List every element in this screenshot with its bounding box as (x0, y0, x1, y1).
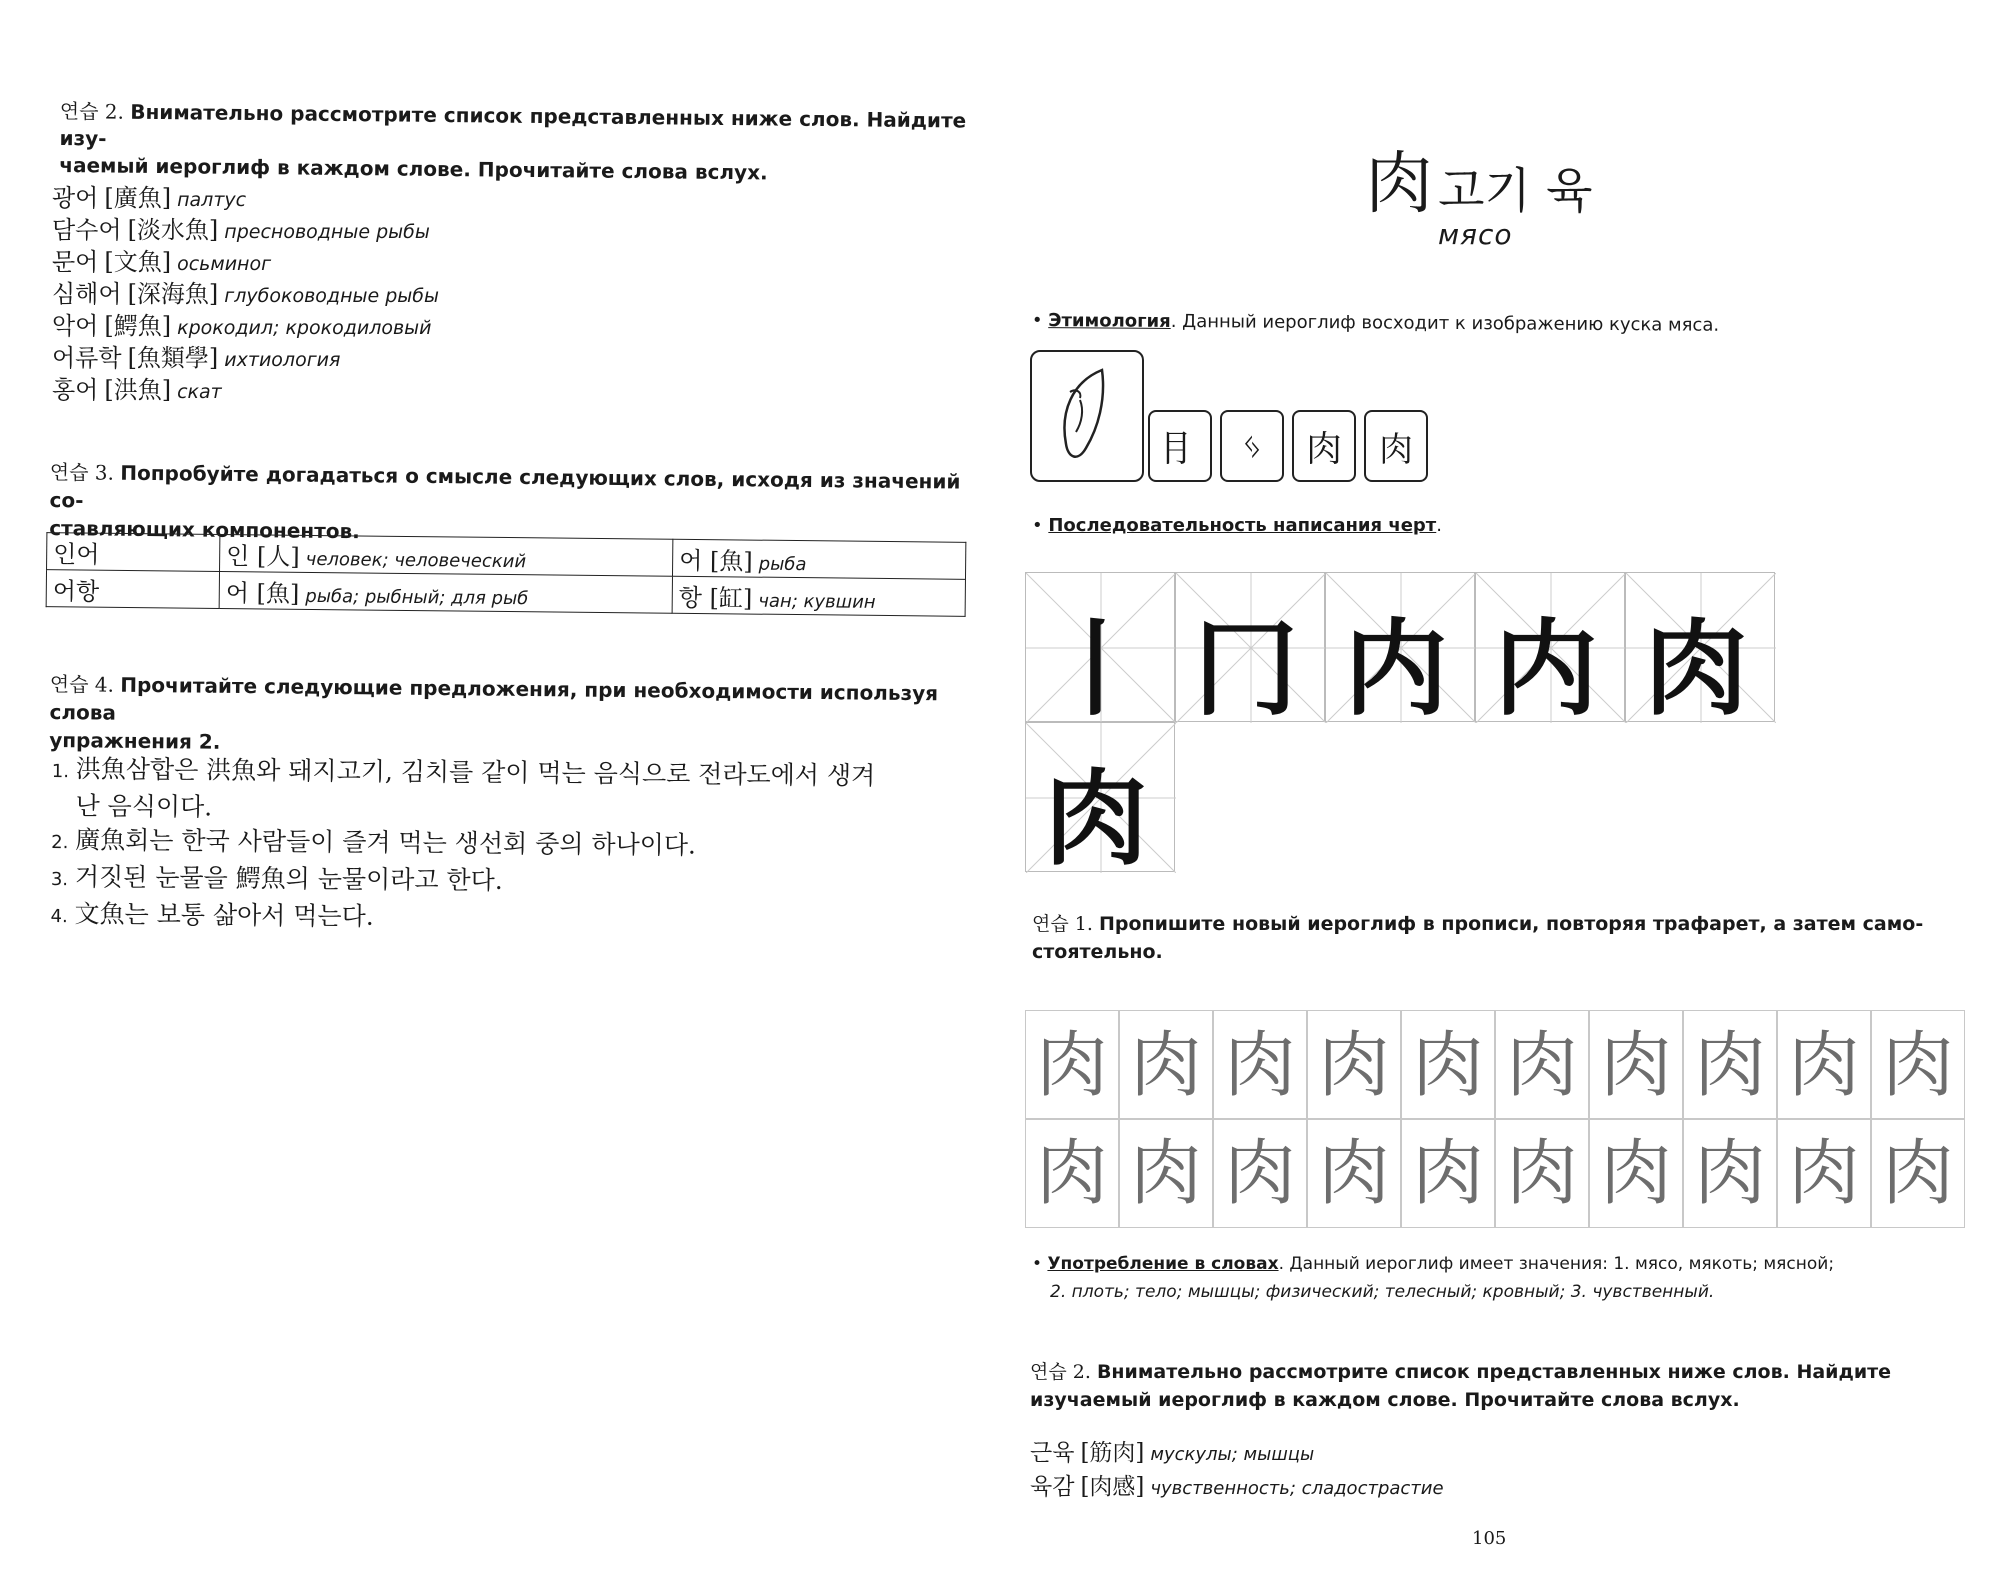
practice-cell (1119, 1118, 1213, 1228)
word-hanja: [廣魚] (104, 184, 172, 212)
exercise-2-heading (1030, 1358, 1990, 1414)
word-hanja: [鰐魚] (104, 312, 172, 340)
stroke-grid-cell (1025, 572, 1175, 730)
word-list (1030, 1434, 1444, 1502)
evolution-box (1148, 410, 1212, 482)
word-hanja: [筋肉] (1080, 1440, 1145, 1466)
practice-glyph: 肉 (1506, 1023, 1579, 1107)
word-hanja: [魚類學] (127, 344, 219, 372)
exercise-4-heading (49, 670, 980, 764)
title-hanja: 肉 (1365, 145, 1434, 224)
sentence (50, 897, 970, 942)
evolution-box (1292, 410, 1356, 482)
practice-cell (1683, 1118, 1777, 1228)
stroke-order-lead: Последовательность написания черт (1048, 515, 1437, 536)
exercise-text: Попробуйте догадаться о смысле следующих слов, исходя из значений со- (49, 460, 961, 513)
word-translation: крокодил; крокодиловый (177, 317, 432, 339)
word-korean: 육감 (1030, 1474, 1075, 1500)
usage-text: . Данный иероглиф имеет значения: 1. мясо, мякоть; мясной; (1278, 1254, 1835, 1274)
practice-glyph: 肉 (1036, 1131, 1109, 1215)
practice-cell (1119, 1010, 1213, 1120)
component-hanja: 인 [人] (226, 541, 300, 571)
word-row (52, 210, 439, 242)
table-cell (672, 539, 965, 579)
exercise-text: Пропишите новый иероглиф в прописи, повторяя трафарет, а затем само- (1098, 913, 1924, 935)
stroke-grid-cell (1325, 572, 1475, 730)
title-meaning: мясо (1438, 218, 1513, 251)
etymology-text: . Данный иероглиф восходит к изображению куска мяса. (1170, 310, 1720, 336)
practice-glyph: 肉 (1882, 1131, 1955, 1215)
exercise-text-cont: упражнения 2. (49, 727, 221, 754)
word-row (1030, 1434, 1444, 1468)
stroke-step-glyph: 内 (1344, 607, 1449, 730)
exercise-text-cont: изучаемый иероглиф в каждом слове. Прочитайте слова вслух. (1030, 1389, 1740, 1411)
practice-cell (1871, 1118, 1965, 1228)
practice-cell (1401, 1010, 1495, 1120)
exercise-text-cont: стоятельно. (1032, 941, 1163, 963)
practice-glyph: 肉 (1882, 1023, 1955, 1107)
exercise-number: 연습 4. (49, 671, 115, 697)
component-hanja: 어 [魚] (225, 578, 300, 608)
exercise-text: Внимательно рассмотрите список представленных ниже слов. Найдите изу- (59, 99, 967, 151)
sentence-text: 난 음식이다. (75, 791, 213, 822)
exercise-1-heading (1032, 910, 1992, 966)
word-row (52, 370, 439, 402)
stroke-step-glyph: 肉 (1044, 757, 1149, 880)
practice-glyph: 肉 (1788, 1131, 1861, 1215)
sentence-text: 文魚는 보통 삶아서 먹는다. (74, 899, 374, 931)
word-korean: 근육 (1030, 1440, 1075, 1466)
etymology-lead: Этимология (1048, 310, 1171, 332)
usage-text-cont: 2. плоть; тело; мышцы; физический; телесный; кровный; 3. чувственный. (1050, 1282, 1715, 1302)
table-cell-word: 인어 (47, 533, 220, 572)
sentence-text: 廣魚회는 한국 사람들이 즐겨 먹는 생선회 중의 하나이다. (75, 825, 697, 860)
word-hanja: [深海魚] (127, 280, 219, 308)
right-page (1000, 0, 2000, 1583)
evolution-box (1364, 410, 1428, 482)
word-korean: 홍어 (52, 376, 99, 404)
word-hanja: [淡水魚] (127, 216, 219, 244)
practice-glyph: 肉 (1318, 1023, 1391, 1107)
evolution-box (1220, 410, 1284, 482)
evolution-glyph: ⺝ (1161, 428, 1198, 470)
practice-cell (1589, 1118, 1683, 1228)
sentence-number: 4. (50, 905, 68, 928)
practice-cell (1213, 1118, 1307, 1228)
word-korean: 문어 (52, 248, 99, 276)
practice-cell (1589, 1010, 1683, 1120)
stroke-grid-cell (1475, 572, 1625, 730)
word-translation: ихтиология (224, 349, 341, 371)
sentence-number: 1. (51, 760, 70, 783)
word-korean: 심해어 (52, 280, 122, 308)
word-translation: скат (177, 381, 222, 403)
practice-cell (1495, 1118, 1589, 1228)
word-korean: 어류학 (52, 344, 122, 372)
practice-cell (1025, 1118, 1119, 1228)
etymology-line: • Этимология. Данный иероглиф восходит к изображению куска мяса. (1031, 310, 1720, 336)
table-cell-word: 어항 (46, 570, 219, 609)
stroke-order-tail: . (1436, 515, 1442, 536)
exercise-text-cont: ставляющих компонентов. (49, 515, 360, 544)
word-korean: 악어 (52, 312, 99, 340)
evolution-glyph: 肉 (1379, 429, 1413, 470)
practice-cell (1777, 1010, 1871, 1120)
practice-cell (1495, 1010, 1589, 1120)
practice-glyph: 肉 (1600, 1131, 1673, 1215)
word-korean: 담수어 (52, 216, 122, 244)
practice-cell (1777, 1118, 1871, 1228)
left-page (0, 0, 980, 1583)
practice-glyph: 肉 (1224, 1023, 1297, 1107)
component-meaning: рыба; рыбный; для рыб (305, 585, 529, 609)
word-translation: чувственность; сладострастие (1150, 1478, 1444, 1499)
word-korean: 광어 (52, 184, 99, 212)
table-cell (672, 576, 965, 616)
usage-line: • Употребление в словах. Данный иероглиф имеет значения: 1. мясо, мякоть; мясной; 2. плоть; тело; мышцы; физический; телесный; кровный; 3. чувственный. (1032, 1254, 1835, 1302)
stroke-order-line: • Последовательность написания черт. (1032, 515, 1442, 536)
stroke-grid-cell (1625, 572, 1775, 730)
word-translation: глубоководные рыбы (224, 285, 440, 307)
exercise-2-heading (59, 98, 980, 189)
evolution-glyph: ᛃ (1241, 425, 1263, 467)
word-row (52, 338, 439, 370)
sentence-text: 거짓된 눈물을 鰐魚의 눈물이라고 한다. (74, 862, 503, 895)
component-hanja: 어 [魚] (679, 546, 753, 576)
component-meaning: рыба (758, 553, 807, 575)
practice-cell (1307, 1010, 1401, 1120)
stroke-grid-cell (1175, 572, 1325, 730)
word-translation: мускулы; мышцы (1150, 1444, 1315, 1465)
usage-lead: Употребление в словах (1047, 1254, 1279, 1274)
practice-cell (1025, 1010, 1119, 1120)
practice-glyph: 肉 (1318, 1131, 1391, 1215)
practice-cell (1401, 1118, 1495, 1228)
word-list (52, 178, 439, 402)
evolution-image-main (1030, 350, 1144, 482)
word-row (52, 242, 439, 274)
stroke-grid-cell (1025, 722, 1175, 880)
practice-glyph: 肉 (1694, 1023, 1767, 1107)
practice-glyph: 肉 (1224, 1131, 1297, 1215)
practice-cell (1307, 1118, 1401, 1228)
word-translation: пресноводные рыбы (224, 221, 430, 243)
practice-glyph: 肉 (1506, 1131, 1579, 1215)
component-meaning: человек; человеческий (305, 548, 527, 572)
stroke-step-glyph: 冂 (1194, 607, 1299, 730)
sentence-number: 3. (50, 868, 69, 891)
word-translation: палтус (177, 189, 247, 211)
word-hanja: [洪魚] (104, 376, 172, 404)
sentence-text: 洪魚삼합은 洪魚와 돼지고기, 김치를 같이 먹는 음식으로 전라도에서 생겨 (75, 754, 876, 791)
sentence-number: 2. (51, 831, 69, 854)
practice-glyph: 肉 (1600, 1023, 1673, 1107)
exercise-number: 연습 1. (1032, 913, 1093, 935)
word-translation: осьминог (177, 253, 272, 275)
word-row (52, 274, 439, 306)
exercise-number: 연습 2. (59, 98, 125, 124)
page-number: 105 (1472, 1528, 1507, 1549)
exercise-text-cont: чаемый иероглиф в каждом слове. Прочитайте слова вслух. (59, 152, 768, 185)
exercise-number: 연습 2. (1030, 1361, 1091, 1383)
word-row (52, 178, 439, 210)
component-meaning: чан; кувшин (758, 590, 876, 613)
practice-glyph: 肉 (1412, 1131, 1485, 1215)
practice-glyph: 肉 (1130, 1131, 1203, 1215)
word-row (52, 306, 439, 338)
sentence-list (50, 752, 972, 942)
stroke-step-glyph: 肉 (1644, 607, 1749, 730)
component-table (46, 532, 967, 617)
title-reading: 고기 육 (1438, 163, 1593, 219)
practice-glyph: 肉 (1130, 1023, 1203, 1107)
practice-cell (1213, 1010, 1307, 1120)
practice-glyph: 肉 (1694, 1131, 1767, 1215)
practice-glyph: 肉 (1788, 1023, 1861, 1107)
evolution-glyph: 肉 (1305, 428, 1342, 470)
stroke-step-glyph: 内 (1494, 607, 1599, 730)
practice-glyph: 肉 (1036, 1023, 1109, 1107)
practice-cell (1871, 1010, 1965, 1120)
exercise-number: 연습 3. (49, 459, 115, 485)
table-cell (220, 535, 673, 577)
component-hanja: 항 [缸] (678, 583, 753, 613)
exercise-text: Прочитайте следующие предложения, при необходимости используя слова (49, 672, 939, 725)
table-cell (219, 571, 672, 613)
exercise-text: Внимательно рассмотрите список представленных ниже слов. Найдите (1096, 1361, 1892, 1383)
word-hanja: [肉感] (1080, 1474, 1145, 1500)
meat-pictogram-icon (1032, 352, 1142, 480)
word-hanja: [文魚] (104, 248, 172, 276)
practice-cell (1683, 1010, 1777, 1120)
practice-glyph: 肉 (1412, 1023, 1485, 1107)
stroke-step-glyph: 丨 (1044, 607, 1149, 730)
character-title (1365, 130, 1592, 227)
word-row (1030, 1468, 1444, 1502)
